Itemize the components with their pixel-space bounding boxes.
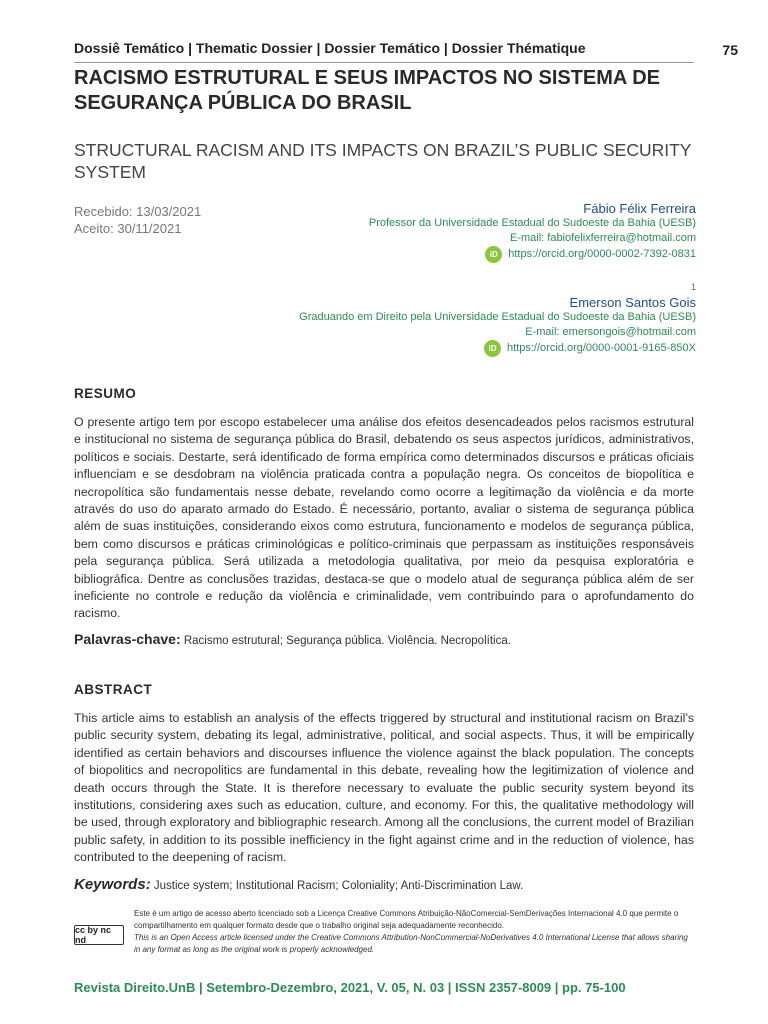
orcid-icon: iD	[484, 340, 501, 357]
author-2	[299, 280, 696, 357]
author-affiliation: Professor da Universidade Estadual do Sudoeste da Bahia (UESB)	[368, 217, 696, 229]
author-footnote: 1	[690, 282, 696, 292]
author-name: Fábio Félix Ferreira	[583, 201, 696, 216]
author-name: Emerson Santos Gois	[569, 295, 696, 310]
license-pt: Este é um artigo de acesso aberto licenciado sob a Licença Creative Commons Atribuição-NãoComercial-SemDerivações Internacional 4.0 que permite o compartilhamento em qualquer formato desde que o trabalho original seja adequadamente reconhecido.	[134, 909, 679, 930]
resumo-heading: RESUMO	[74, 386, 137, 401]
author-email[interactable]: E-mail: fabiofelixferreira@hotmail.com	[509, 232, 696, 244]
palavras-chave	[74, 631, 694, 647]
keywords-label: Palavras-chave:	[74, 631, 181, 647]
author-1	[369, 201, 696, 263]
keywords-label: Keywords:	[74, 876, 151, 893]
keywords-list: Justice system; Institutional Racism; Coloniality; Anti-Discrimination Law.	[153, 880, 524, 892]
abstract-text: This article aims to establish an analysis of the effects triggered by structural and institutional racism on Brazil’s public security system, debating its legal, administrative, political, and social aspects. Thus, it will be empirically identified as certain behaviors and discourses influence the violence against the black population. The concepts of biopolitics and necropolitics are fundamental in this debate, revealing how the legitimization of violence and death occurs through the State. It is therefore necessary to evaluate the public security system beyond its institutions, considering axes such as education, culture, and economy. For this, the qualitative methodology will be used, through exploratory and bibliographic research. Among all the conclusions, the current model of Brazilian public safety, in addition to its possible inefficiency in the fight against crime and in the reduction of violence, has contributed to the deepening of racism.	[74, 711, 694, 865]
page-number: 75	[722, 42, 738, 58]
journal-footer: Revista Direito.UnB | Setembro-Dezembro, 2021, V. 05, N. 03 | ISSN 2357-8009 | pp. 75-100	[74, 980, 626, 995]
received-date: Recebido: 13/03/2021	[74, 204, 202, 219]
author-affiliation: Graduando em Direito pela Universidade Estadual do Sudoeste da Bahia (UESB)	[299, 311, 696, 323]
accepted-date: Aceito: 30/11/2021	[74, 221, 182, 236]
license-en: This is an Open Access article licensed under the Creative Commons Attribution-NonCommercial-NoDerivatives 4.0 International License that allows sharing in any format as long as the original work is properly acknowledged.	[134, 933, 688, 954]
abstract-heading: ABSTRACT	[74, 682, 153, 697]
keywords	[74, 876, 694, 893]
author-email[interactable]: E-mail: emersongois@hotmail.com	[525, 326, 696, 338]
license-text	[134, 908, 694, 956]
orcid-link[interactable]: https://orcid.org/0000-0001-9165-850X	[507, 342, 696, 354]
creative-commons-icon: cc by nc nd	[74, 925, 124, 945]
dates-block	[74, 203, 201, 237]
resumo-text: O presente artigo tem por escopo estabelecer uma análise dos efeitos desencadeados pelos racismos estrutural e institucional no sistema de segurança pública do Brasil, debatendo os seus aspectos jurídicos, administrativos, políticos e sociais. Destarte, será identificado de forma empírica como determinados discursos e práticas oficiais influenciam e se desdobram na violência praticada contra a população negra. Os conceitos de biopolítica e necropolítica são fundamentais nesse debate, revelando como ocorre a legitimação da violência e da morte através do uso do aparato armado do Estado. É necessário, portanto, avaliar o sistema de segurança pública além de suas instituições, considerando eixos como estrutura, funcionamento e modelos de segurança pública, bem como discursos e práticas criminológicas e político-criminais que perpassam as instituições responsáveis pela segurança pública. Será utilizada a metodologia qualitativa, por meio da pesquisa exploratória e bibliográfica. Dentre as conclusões trazidas, destaca-se que o modelo atual de segurança pública além de ser ineficiente no controle e redução da violência e criminalidade, vem contribuindo para o aprofundamento do racismo.	[74, 415, 694, 621]
title-english: STRUCTURAL RACISM AND ITS IMPACTS ON BRAZIL’S PUBLIC SECURITY SYSTEM	[74, 140, 692, 182]
keywords-list: Racismo estrutural; Segurança pública. Violência. Necropolítica.	[183, 635, 511, 647]
dossier-header: Dossiê Temático | Thematic Dossier | Dossier Temático | Dossier Thématique	[74, 40, 586, 56]
orcid-link[interactable]: https://orcid.org/0000-0002-7392-0831	[508, 248, 696, 260]
title-portuguese: RACISMO ESTRUTURAL E SEUS IMPACTOS NO SISTEMA DE SEGURANÇA PÚBLICA DO BRASIL	[74, 67, 660, 114]
orcid-icon: iD	[485, 246, 502, 263]
header-rule	[74, 62, 694, 63]
